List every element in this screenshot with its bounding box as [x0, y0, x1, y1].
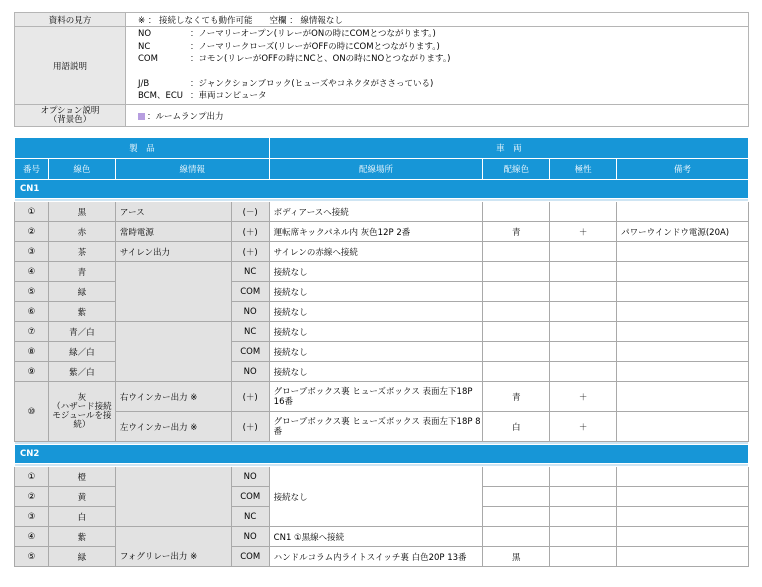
table-cell: ②	[15, 222, 49, 242]
table-row	[15, 412, 749, 442]
table-cell: (＋)	[231, 222, 269, 242]
table-cell: COM	[231, 547, 269, 567]
table-row	[15, 222, 749, 242]
table-cell: ⑧	[15, 342, 49, 362]
table-cell: (＋)	[231, 382, 269, 412]
table-cell: グローブボックス裏 ヒューズボックス 表面左下18P 16番	[269, 382, 483, 412]
table-cell	[617, 362, 749, 382]
table-cell: 青	[483, 382, 550, 412]
table-cell: ：車両コンピュータ	[190, 91, 267, 102]
table-cell	[617, 322, 749, 342]
table-cell: 白	[483, 412, 550, 442]
table-cell: ハンドルコラム内ライトスイッチ裏 白色20P 13番	[269, 547, 483, 567]
table-cell: 接続なし	[269, 362, 483, 382]
legend-view-label: 資料の見方	[15, 13, 126, 27]
legend-table	[14, 12, 749, 127]
table-cell	[115, 322, 231, 382]
table-cell: NO	[138, 29, 152, 40]
table-cell	[483, 242, 550, 262]
table-cell: 紫／白	[48, 362, 115, 382]
table-cell	[483, 342, 550, 362]
legend-option-label	[15, 105, 126, 127]
hazard-module-color: 灰 （ハザード接続モジュールを接続）	[48, 382, 115, 442]
table-cell: 白	[48, 507, 115, 527]
table-cell	[483, 322, 550, 342]
table-cell	[617, 202, 749, 222]
table-cell: ③	[15, 507, 49, 527]
table-cell: ：ルームランプ出力	[147, 111, 224, 122]
table-cell	[617, 302, 749, 322]
table-cell: ③	[15, 242, 49, 262]
table-cell: 紫	[48, 527, 115, 547]
table-cell: 黒	[48, 202, 115, 222]
table-cell	[483, 362, 550, 382]
table-cell	[617, 467, 749, 487]
table-row	[15, 262, 749, 282]
table-cell: 緑	[48, 282, 115, 302]
table-cell: ：ノーマリーオープン(リレーがONの時にCOMとつながります。)	[190, 29, 436, 40]
table-cell: ＋	[550, 222, 617, 242]
legend-option	[126, 105, 749, 127]
table-cell	[550, 487, 617, 507]
term-no	[138, 28, 748, 41]
table-cell	[550, 262, 617, 282]
col-polarity: 極性	[550, 159, 617, 180]
legend-terms	[126, 27, 749, 105]
col-note: 備考	[617, 159, 749, 180]
table-cell: 接続なし	[269, 262, 483, 282]
table-cell: 左ウインカー出力 ※	[115, 412, 231, 442]
table-cell: （背景色）	[48, 114, 92, 125]
table-cell: NC	[231, 262, 269, 282]
table-cell: グローブボックス裏 ヒューズボックス 表面左下18P 8番	[269, 412, 483, 442]
table-cell: 青／白	[48, 322, 115, 342]
table-cell: 黄	[48, 487, 115, 507]
table-cell	[550, 507, 617, 527]
table-cell	[550, 527, 617, 547]
table-cell	[550, 302, 617, 322]
table-row	[15, 322, 749, 342]
table-row	[15, 467, 749, 487]
table-cell	[550, 242, 617, 262]
table-cell	[617, 527, 749, 547]
table-cell	[617, 342, 749, 362]
table-cell: 黒	[483, 547, 550, 567]
table-cell: ：コモン(リレーがOFFの時にNCと、ONの時にNOとつながります。)	[190, 54, 451, 65]
table-cell	[617, 242, 749, 262]
term-spacer	[138, 66, 748, 78]
table-cell	[550, 342, 617, 362]
table-cell: オプション説明	[40, 105, 100, 116]
fog-relay-output: フォグリレー出力 ※	[115, 527, 231, 567]
header-product: 製 品	[15, 138, 270, 159]
table-row	[15, 382, 749, 412]
section-cn1: CN1	[15, 180, 749, 199]
table-cell	[550, 322, 617, 342]
table-cell	[115, 467, 231, 527]
table-cell: 接続なし	[269, 322, 483, 342]
table-cell: NO	[231, 467, 269, 487]
col-wire-color: 線色	[48, 159, 115, 180]
table-cell: NC	[231, 322, 269, 342]
table-cell	[483, 202, 550, 222]
table-cell	[483, 302, 550, 322]
table-cell: 接続なし	[269, 302, 483, 322]
table-cell: 茶	[48, 242, 115, 262]
table-cell: 接続なし	[269, 282, 483, 302]
table-cell: ②	[15, 487, 49, 507]
table-cell: 橙	[48, 467, 115, 487]
table-cell	[617, 262, 749, 282]
col-num: 番号	[15, 159, 49, 180]
table-cell: サイレン出力	[115, 242, 231, 262]
term-com	[138, 53, 748, 66]
col-vehicle-color: 配線色	[483, 159, 550, 180]
col-wire-info: 線情報	[115, 159, 269, 180]
table-cell: 緑	[48, 547, 115, 567]
legend-view-text: ※ ： 接続しなくても動作可能 空欄 ： 線情報なし	[126, 13, 749, 27]
table-cell	[483, 282, 550, 302]
section-cn2: CN2	[15, 445, 749, 464]
term-nc	[138, 41, 748, 54]
table-cell	[550, 547, 617, 567]
table-cell	[617, 412, 749, 442]
table-cell: NO	[231, 527, 269, 547]
table-cell	[483, 262, 550, 282]
col-location: 配線場所	[269, 159, 483, 180]
table-cell: NC	[231, 507, 269, 527]
table-cell: ①	[15, 202, 49, 222]
table-cell	[550, 202, 617, 222]
table-cell: ボディアースへ接続	[269, 202, 483, 222]
table-cell	[483, 507, 550, 527]
table-cell	[115, 262, 231, 322]
table-cell	[550, 282, 617, 302]
header-vehicle: 車 両	[269, 138, 748, 159]
table-cell: ⑦	[15, 322, 49, 342]
table-cell: COM	[138, 54, 158, 65]
room-lamp-swatch	[138, 113, 145, 120]
table-cell: ⑩	[15, 382, 49, 442]
table-cell	[617, 382, 749, 412]
table-cell: ：ジャンクションブロック(ヒューズやコネクタがささっている)	[190, 78, 434, 89]
term-bcm	[138, 90, 748, 103]
table-row	[15, 242, 749, 262]
table-cell: 紫	[48, 302, 115, 322]
table-cell: ①	[15, 467, 49, 487]
table-row	[15, 202, 749, 222]
cn2-merged-location: 接続なし	[269, 467, 483, 527]
table-cell: BCM、ECU	[138, 91, 183, 102]
table-cell: NO	[231, 362, 269, 382]
wiring-table	[14, 137, 749, 567]
table-cell: 青	[483, 222, 550, 242]
table-cell: ＋	[550, 382, 617, 412]
table-cell: ⑥	[15, 302, 49, 322]
table-cell	[550, 362, 617, 382]
table-cell	[617, 487, 749, 507]
table-cell: ⑤	[15, 547, 49, 567]
table-cell	[483, 467, 550, 487]
table-cell: ⑤	[15, 282, 49, 302]
table-cell: 緑／白	[48, 342, 115, 362]
table-cell: 青	[48, 262, 115, 282]
table-cell: 常時電源	[115, 222, 231, 242]
table-cell: 赤	[48, 222, 115, 242]
table-cell: (＋)	[231, 242, 269, 262]
table-cell	[617, 507, 749, 527]
term-jb	[138, 78, 748, 91]
table-cell: COM	[231, 342, 269, 362]
table-cell: ＋	[550, 412, 617, 442]
table-cell: NC	[138, 41, 151, 52]
table-cell: アース	[115, 202, 231, 222]
table-cell: (－)	[231, 202, 269, 222]
table-cell: ④	[15, 262, 49, 282]
table-cell: COM	[231, 282, 269, 302]
table-cell	[483, 487, 550, 507]
table-cell: 右ウインカー出力 ※	[115, 382, 231, 412]
table-cell: ：ノーマリークローズ(リレーがOFFの時にCOMとつながります。)	[190, 41, 440, 52]
table-cell: パワーウインドウ電源(20A)	[617, 222, 749, 242]
table-cell: 接続なし	[269, 342, 483, 362]
legend-terms-label: 用語説明	[15, 27, 126, 105]
table-cell	[138, 66, 190, 78]
table-cell	[617, 547, 749, 567]
table-cell: ⑨	[15, 362, 49, 382]
table-cell: (＋)	[231, 412, 269, 442]
table-cell: ④	[15, 527, 49, 547]
table-cell	[617, 282, 749, 302]
table-cell: COM	[231, 487, 269, 507]
table-cell	[483, 527, 550, 547]
table-cell: NO	[231, 302, 269, 322]
table-row	[15, 527, 749, 547]
table-cell: CN1 ①黒線へ接続	[269, 527, 483, 547]
table-cell	[550, 467, 617, 487]
table-cell: サイレンの赤線へ接続	[269, 242, 483, 262]
table-cell: J/B	[138, 78, 150, 89]
table-cell: 運転席キックパネル内 灰色12P 2番	[269, 222, 483, 242]
